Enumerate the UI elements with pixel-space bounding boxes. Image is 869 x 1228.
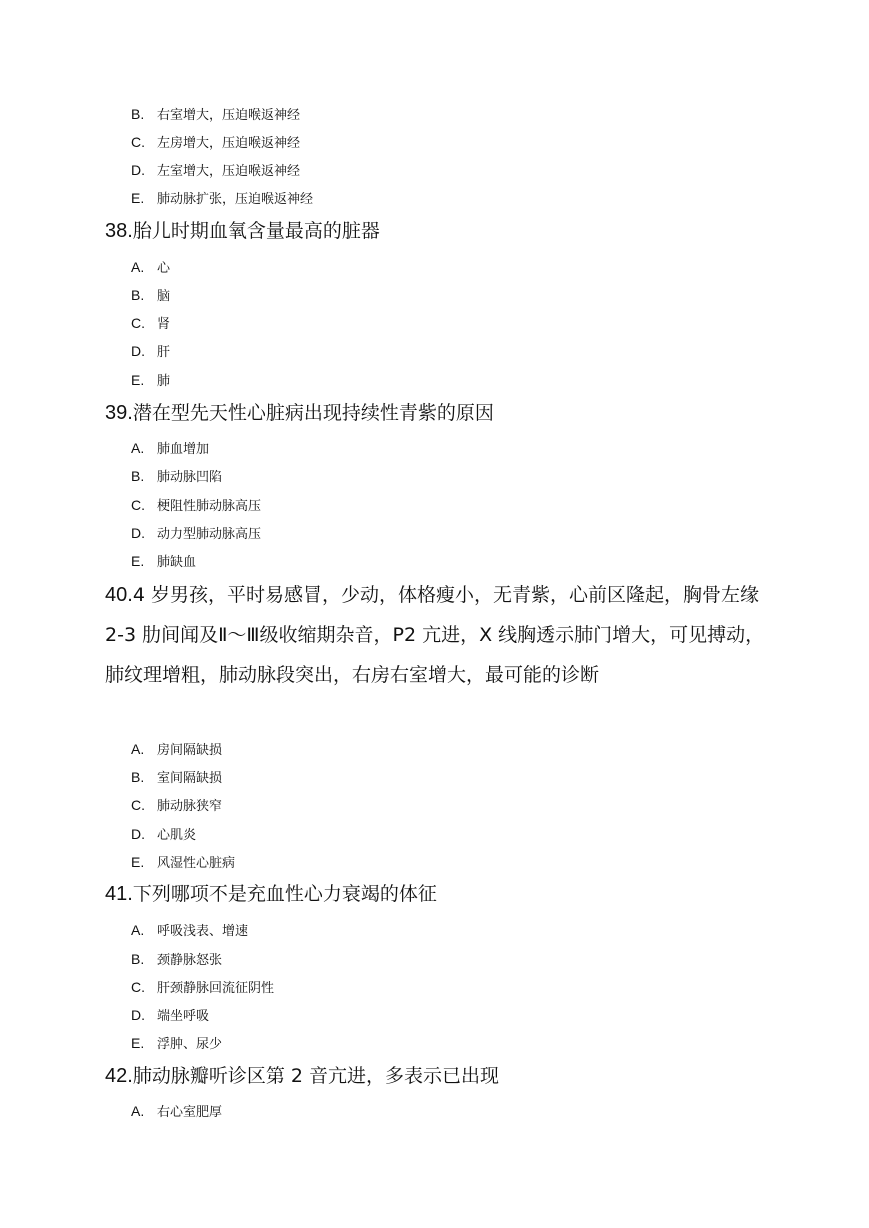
option-letter: E. (131, 854, 145, 870)
option-41-e (131, 1033, 222, 1053)
option-text: 浮肿、尿少 (157, 1037, 223, 1052)
question-number: 39. (105, 402, 133, 424)
option-text: 室间隔缺损 (157, 771, 223, 786)
option-letter: C. (131, 315, 145, 331)
option-38-d (131, 341, 170, 361)
option-letter: A. (131, 741, 145, 757)
option-text: 肝 (157, 345, 171, 360)
option-text: 肺动脉扩张，压迫喉返神经 (157, 192, 314, 207)
option-40-c (131, 795, 222, 815)
option-text: 肺动脉凹陷 (157, 470, 223, 485)
option-40-e (131, 852, 235, 872)
option-text: 左房增大，压迫喉返神经 (157, 136, 301, 151)
option-text: 心 (157, 261, 171, 276)
option-41-a (131, 920, 248, 940)
option-41-b (131, 949, 222, 969)
option-letter: C. (131, 797, 145, 813)
question-number: 41. (105, 883, 133, 905)
option-text: 梗阻性肺动脉高压 (157, 499, 262, 514)
option-text: 脑 (157, 289, 171, 304)
option-letter: E. (131, 1035, 145, 1051)
option-letter: E. (131, 372, 145, 388)
question-41-stem (105, 882, 437, 906)
question-39-stem (105, 401, 494, 425)
option-38-c (131, 313, 170, 333)
option-letter: C. (131, 497, 145, 513)
option-letter: D. (131, 343, 145, 359)
question-42-stem (105, 1064, 499, 1088)
question-text: 潜在型先天性心脏病出现持续性青紫的原因 (132, 402, 494, 424)
option-40-b (131, 767, 222, 787)
option-letter: A. (131, 1103, 145, 1119)
option-letter: C. (131, 134, 145, 150)
option-37-b (131, 104, 300, 124)
option-text: 肺 (157, 374, 171, 389)
option-text: 左室增大，压迫喉返神经 (157, 164, 301, 179)
option-text: 右室增大，压迫喉返神经 (157, 108, 301, 123)
option-letter: D. (131, 1007, 145, 1023)
option-text: 呼吸浅表、增速 (157, 924, 249, 939)
option-38-a (131, 257, 170, 277)
option-text: 肺血增加 (157, 442, 210, 457)
option-text: 肾 (157, 317, 171, 332)
option-text: 心肌炎 (157, 828, 197, 843)
option-37-c (131, 132, 300, 152)
question-number: 38. (105, 220, 133, 242)
question-text: 下列哪项不是充血性心力衰竭的体征 (132, 883, 437, 905)
option-letter: B. (131, 287, 145, 303)
question-text: 胎儿时期血氧含量最高的脏器 (132, 220, 380, 242)
option-38-b (131, 285, 170, 305)
option-letter: B. (131, 106, 145, 122)
option-letter: D. (131, 162, 145, 178)
option-text: 风湿性心脏病 (157, 856, 236, 871)
option-letter: D. (131, 525, 145, 541)
option-40-d (131, 824, 196, 844)
option-letter: E. (131, 553, 145, 569)
option-text: 动力型肺动脉高压 (157, 527, 262, 542)
option-text: 端坐呼吸 (157, 1009, 210, 1024)
option-text: 房间隔缺损 (157, 743, 223, 758)
question-number: 40. (105, 584, 133, 606)
option-letter: B. (131, 468, 145, 484)
option-letter: B. (131, 951, 145, 967)
question-text: 4 岁男孩，平时易感冒，少动，体格瘦小，无青紫，心前区隆起，胸骨左缘 2-3 肋间闻及Ⅱ～Ⅲ级收缩期杂音，P2 亢进，X 线胸透示肺门增大，可见搏动，肺纹理增粗，肺动脉段突出，右房右室增大，最可能的诊断 (105, 584, 765, 686)
option-42-a (131, 1101, 222, 1121)
option-40-a (131, 739, 222, 759)
option-letter: A. (131, 922, 145, 938)
option-39-c (131, 495, 261, 515)
option-text: 颈静脉怒张 (157, 953, 223, 968)
option-39-d (131, 523, 261, 543)
option-letter: A. (131, 440, 145, 456)
option-37-e (131, 188, 313, 208)
option-letter: A. (131, 259, 145, 275)
option-letter: E. (131, 190, 145, 206)
option-41-d (131, 1005, 209, 1025)
question-text: 肺动脉瓣听诊区第 2 音亢进，多表示已出现 (132, 1065, 499, 1087)
question-38-stem (105, 219, 380, 243)
question-number: 42. (105, 1065, 133, 1087)
option-letter: C. (131, 979, 145, 995)
question-40-stem (105, 575, 770, 695)
option-37-d (131, 160, 300, 180)
option-text: 肺缺血 (157, 555, 197, 570)
option-39-a (131, 438, 209, 458)
option-39-b (131, 466, 222, 486)
option-38-e (131, 370, 170, 390)
option-letter: D. (131, 826, 145, 842)
option-letter: B. (131, 769, 145, 785)
option-text: 肺动脉狭窄 (157, 799, 223, 814)
option-text: 肝颈静脉回流征阴性 (157, 981, 275, 996)
option-text: 右心室肥厚 (157, 1105, 223, 1120)
option-39-e (131, 551, 196, 571)
option-41-c (131, 977, 274, 997)
